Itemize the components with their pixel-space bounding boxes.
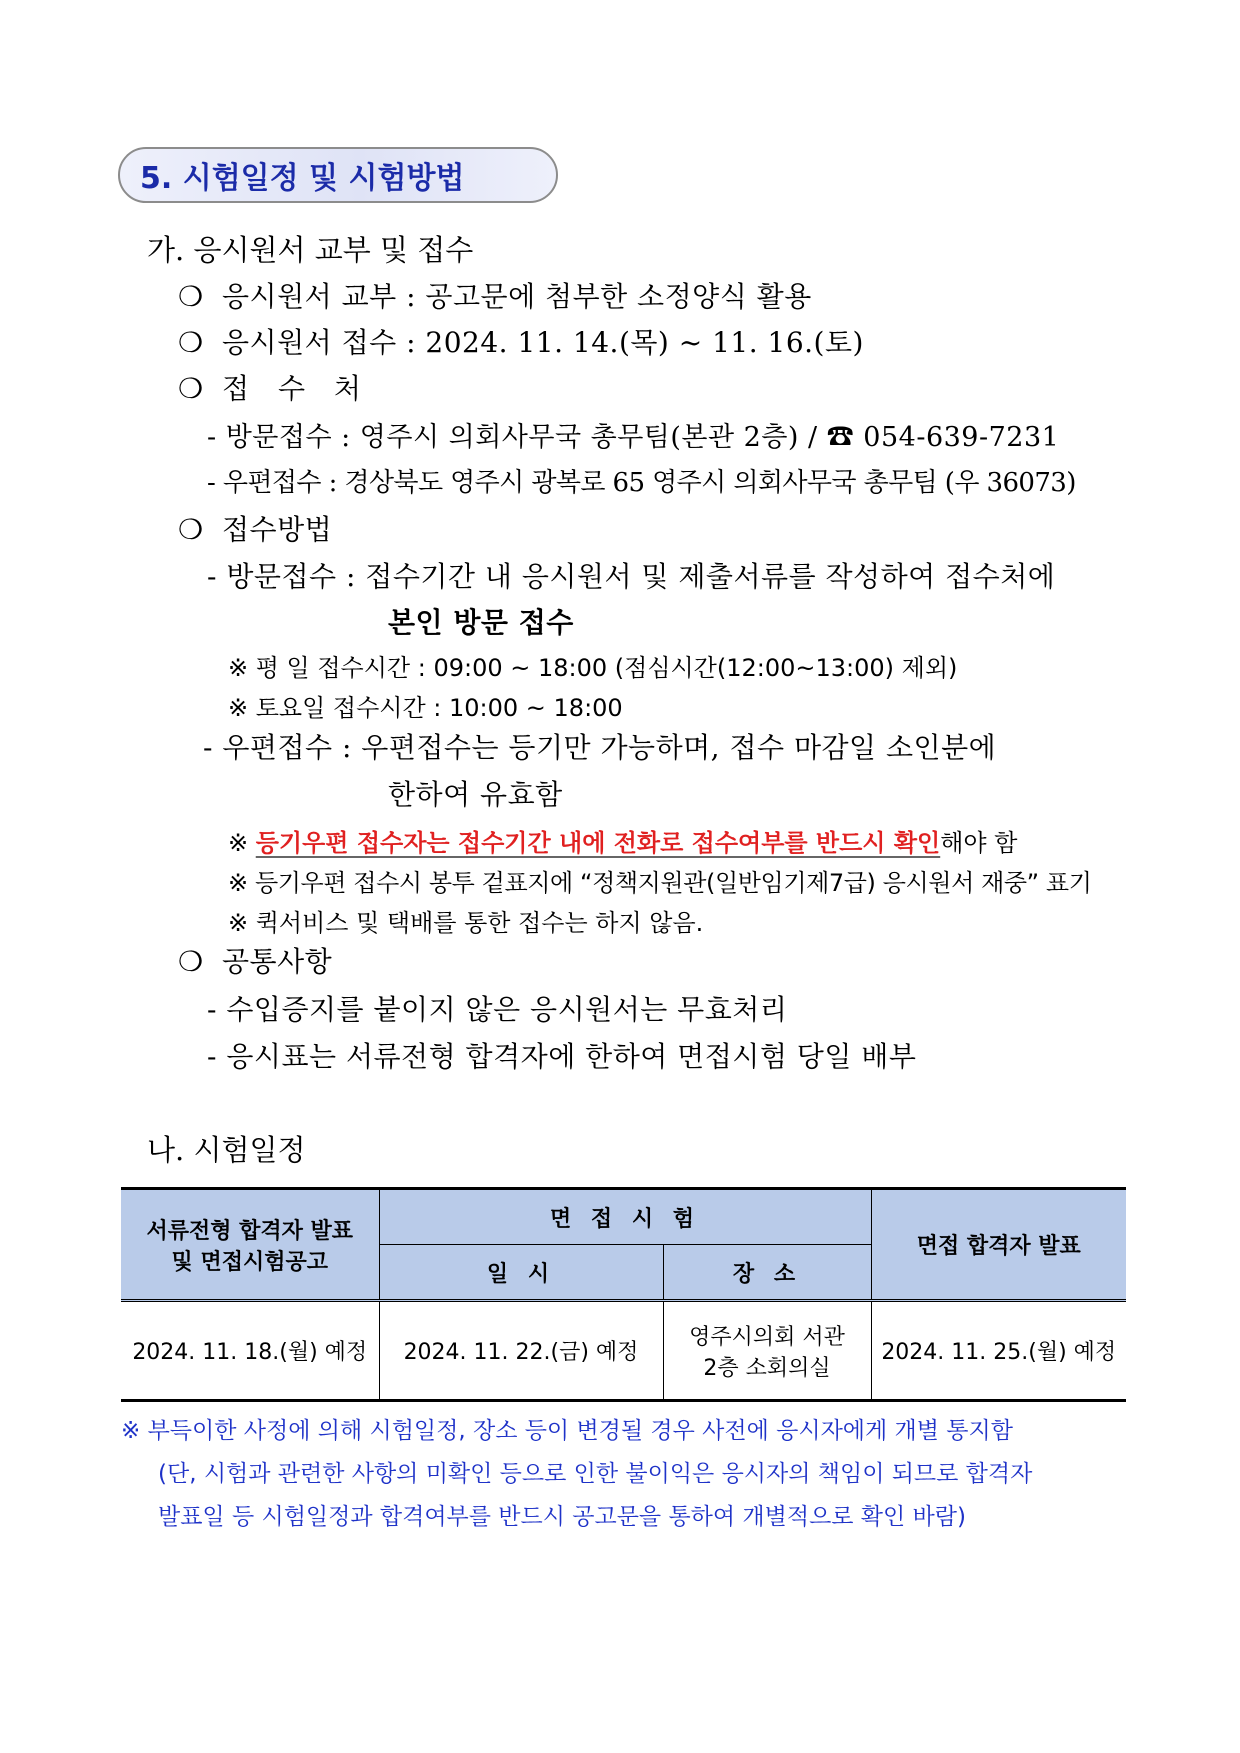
list-item-location: ❍ 접 수 처 (178, 372, 371, 405)
reception-mail: - 우편접수 : 경상북도 영주시 광복로 65 영주시 의회사무국 총무팀 (우 36073) (207, 468, 1076, 498)
circle-bullet-icon: ❍ (178, 326, 204, 359)
cell-result-date: 2024. 11. 25.(월) 예정 (871, 1301, 1126, 1401)
header-interview: 면 접 시 험 (379, 1189, 871, 1245)
cell-announce-date: 2024. 11. 18.(월) 예정 (121, 1301, 379, 1401)
method-mail-line2: 한하여 유효함 (388, 778, 563, 811)
list-item-common: ❍ 공통사항 (178, 945, 333, 978)
cell-interview-place: 영주시의회 서관 2층 소회의실 (663, 1301, 871, 1401)
reception-visit: - 방문접수 : 영주시 의회사무국 총무팀(본관 2층) / ☎ 054-639-7231 (207, 422, 1060, 453)
section-title: 5. 시험일정 및 시험방법 (118, 147, 558, 203)
list-item-issue: ❍ 응시원서 교부 : 공고문에 첨부한 소정양식 활용 (178, 280, 812, 313)
note-mail-warning: ※ 등기우편 접수자는 접수기간 내에 전화로 접수여부를 반드시 확인해야 함 (228, 829, 1018, 857)
method-visit-line1: - 방문접수 : 접수기간 내 응시원서 및 제출서류를 작성하여 접수처에 (207, 560, 1056, 593)
header-place: 장 소 (663, 1245, 871, 1301)
list-item-method: ❍ 접수방법 (178, 513, 333, 546)
notice-line3: 발표일 등 시험일정과 합격여부를 반드시 공고문을 통하여 개별적으로 확인 바람) (158, 1504, 966, 1530)
header-result: 면접 합격자 발표 (871, 1189, 1126, 1301)
cell-interview-date: 2024. 11. 22.(금) 예정 (379, 1301, 663, 1401)
subsection-a-title: 가. 응시원서 교부 및 접수 (147, 233, 474, 267)
circle-bullet-icon: ❍ (178, 372, 204, 405)
common-line1: - 수입증지를 붙이지 않은 응시원서는 무효처리 (207, 993, 788, 1026)
circle-bullet-icon: ❍ (178, 945, 204, 978)
circle-bullet-icon: ❍ (178, 280, 204, 313)
table-row (121, 1301, 1126, 1401)
circle-bullet-icon: ❍ (178, 513, 204, 546)
note-weekday-hours: ※ 평 일 접수시간 : 09:00 ~ 18:00 (점심시간(12:00~13:00) 제외) (228, 654, 958, 682)
method-visit-line2: 본인 방문 접수 (388, 606, 574, 639)
header-date: 일 시 (379, 1245, 663, 1301)
notice-line1: ※ 부득이한 사정에 의해 시험일정, 장소 등이 변경될 경우 사전에 응시자에게 개별 통지함 (121, 1418, 1013, 1444)
schedule-table (121, 1187, 1126, 1402)
header-announce: 서류전형 합격자 발표 및 면접시험공고 (121, 1189, 379, 1301)
note-saturday-hours: ※ 토요일 접수시간 : 10:00 ~ 18:00 (228, 694, 623, 722)
notice-line2: (단, 시험과 관련한 사항의 미확인 등으로 인한 불이익은 응시자의 책임이 되므로 합격자 (158, 1461, 1033, 1487)
list-item-receipt: ❍ 응시원서 접수 : 2024. 11. 14.(목) ~ 11. 16.(토) (178, 326, 864, 359)
method-mail-line1: - 우편접수 : 우편접수는 등기만 가능하며, 접수 마감일 소인분에 (203, 731, 997, 764)
subsection-b-title: 나. 시험일정 (147, 1133, 306, 1167)
common-line2: - 응시표는 서류전형 합격자에 한하여 면접시험 당일 배부 (207, 1040, 917, 1073)
note-quick-service: ※ 퀵서비스 및 택배를 통한 접수는 하지 않음. (228, 909, 704, 937)
note-envelope: ※ 등기우편 접수시 봉투 겉표지에 “정책지원관(일반임기제7급) 응시원서 재중” 표기 (228, 869, 1092, 897)
